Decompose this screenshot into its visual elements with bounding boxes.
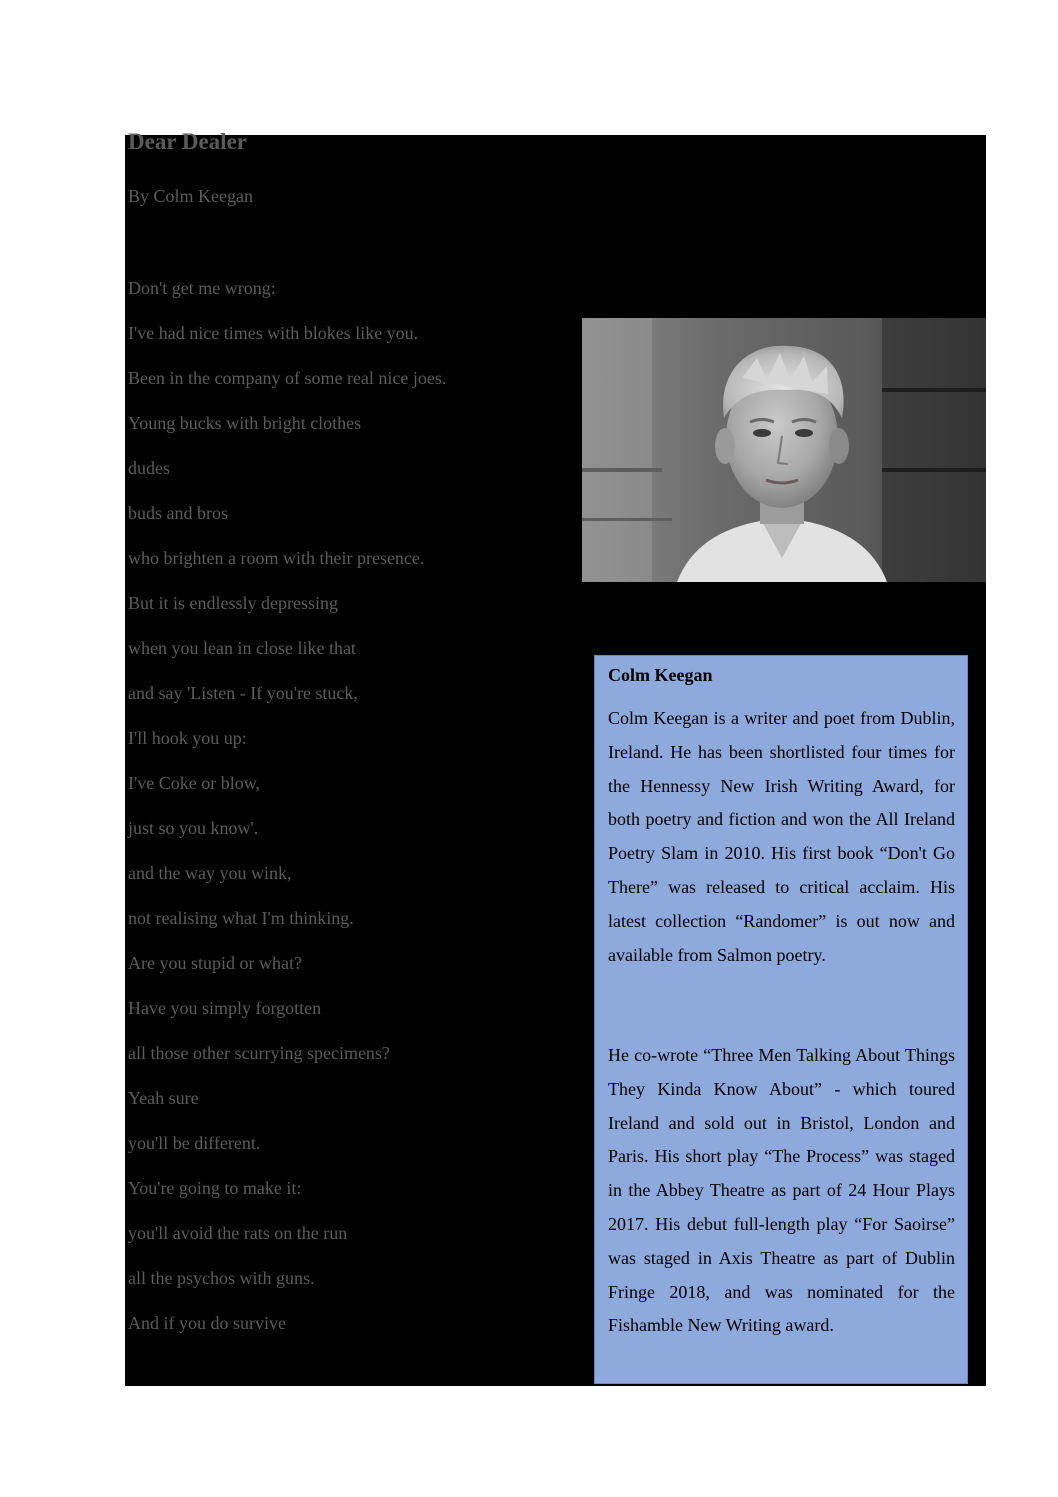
poem-lines <box>128 276 446 1356</box>
poem-line: you'll avoid the rats on the run <box>128 1223 348 1243</box>
poem-line: just so you know'. <box>128 818 259 838</box>
poem-line: But it is endlessly depressing <box>128 593 338 613</box>
poem-line: and say 'Listen - If you're stuck, <box>128 683 358 703</box>
poem-line: Yeah sure <box>128 1088 199 1108</box>
poem-line: I've Coke or blow, <box>128 773 261 793</box>
poem-line: and the way you wink, <box>128 863 292 883</box>
poem-line: not realising what I'm thinking. <box>128 908 354 928</box>
bio-name: Colm Keegan <box>608 665 713 685</box>
poem-line: And if you do survive <box>128 1313 286 1333</box>
poem-line: dudes <box>128 458 170 478</box>
bio-paragraph: He co-wrote “Three Men Talking About Things They Kinda Know About” - which toured Ireland and sold out in Bristol, London and Paris. His short play “The Process” was staged in the Abbey Theatre as part of 24 Hour Plays 2017. His debut full-length play “For Saoirse” was staged in Axis Theatre as part of Dublin Fringe 2018, and was nominated for the Fishamble New Writing award. <box>608 1045 955 1336</box>
poem-line: You're going to make it: <box>128 1178 302 1198</box>
portrait-illustration <box>582 318 986 582</box>
poem-line: I've had nice times with blokes like you. <box>128 323 419 343</box>
poem-line: all the psychos with guns. <box>128 1268 315 1288</box>
poem-line: Are you stupid or what? <box>128 953 302 973</box>
poem-line: all those other scurrying specimens? <box>128 1043 390 1063</box>
poem-line: Have you simply forgotten <box>128 998 322 1018</box>
poem-line: when you lean in close like that <box>128 638 356 658</box>
poem-author: By Colm Keegan <box>128 186 253 206</box>
poem-line: I'll hook you up: <box>128 728 247 748</box>
poem-title: Dear Dealer <box>128 129 247 154</box>
poem-line: you'll be different. <box>128 1133 261 1153</box>
bio-box <box>594 655 968 1384</box>
bio-paragraph: Colm Keegan is a writer and poet from Dublin, Ireland. He has been shortlisted four times for the Hennessy New Irish Writing Award, for both poetry and fiction and won the All Ireland Poetry Slam in 2010. His first book “Don't Go There” was released to critical acclaim. His latest collection “Randomer” is out now and available from Salmon poetry. <box>608 708 955 965</box>
portrait-photo <box>582 318 986 582</box>
poem-line: who brighten a room with their presence. <box>128 548 425 568</box>
poem-line: Young bucks with bright clothes <box>128 413 362 433</box>
poem-line: Been in the company of some real nice joes. <box>128 368 447 388</box>
poem-line: Don't get me wrong: <box>128 278 276 298</box>
poem-line: buds and bros <box>128 503 228 523</box>
